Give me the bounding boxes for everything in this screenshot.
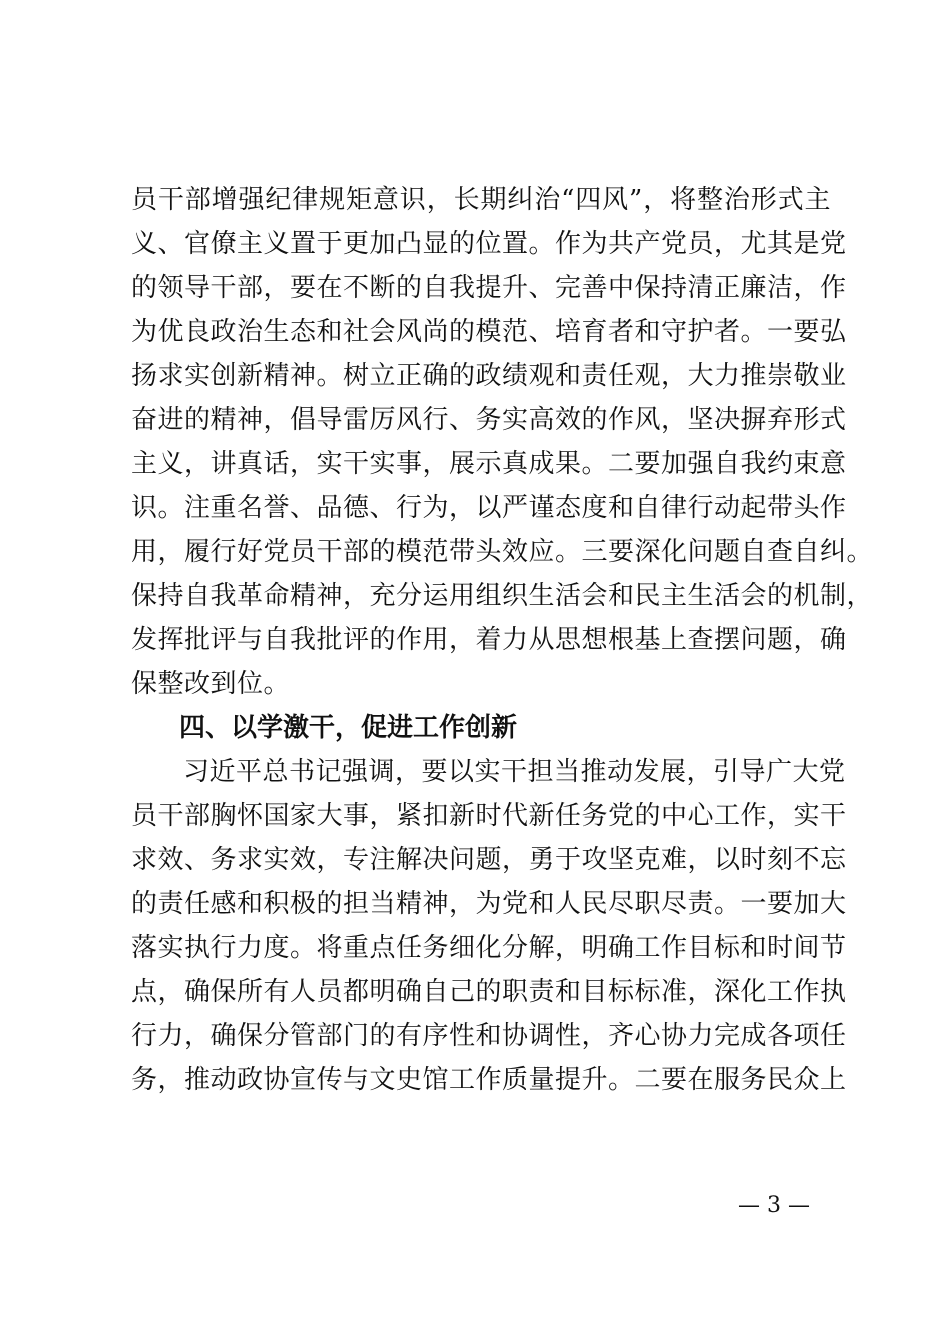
paragraph-line: 识。注重名誉、品德、行为，以严谨态度和自律行动起带头作 <box>131 493 847 523</box>
paragraph-line: 点，确保所有人员都明确自己的职责和目标标准，深化工作执 <box>131 977 847 1007</box>
paragraph-line: 奋进的精神，倡导雷厉风行、务实高效的作风，坚决摒弃形式 <box>131 405 847 435</box>
paragraph-line: 为优良政治生态和社会风尚的模范、培育者和守护者。一要弘 <box>131 317 847 347</box>
paragraph-line: 行力，确保分管部门的有序性和协调性，齐心协力完成各项任 <box>131 1021 847 1051</box>
paragraph-line: 发挥批评与自我批评的作用，着力从思想根基上查摆问题，确 <box>131 625 847 655</box>
paragraph-line: 员干部增强纪律规矩意识，长期纠治“四风”，将整治形式主 <box>131 185 831 215</box>
paragraph-line: 主义，讲真话，实干实事，展示真成果。二要加强自我约束意 <box>131 449 847 479</box>
paragraph-line: 务，推动政协宣传与文史馆工作质量提升。二要在服务民众上 <box>131 1065 847 1095</box>
paragraph-line: 扬求实创新精神。树立正确的政绩观和责任观，大力推崇敬业 <box>131 361 847 391</box>
paragraph-line: 用，履行好党员干部的模范带头效应。三要深化问题自查自纠。 <box>131 537 874 567</box>
paragraph-2 <box>131 750 847 1102</box>
paragraph-line: 的领导干部，要在不断的自我提升、完善中保持清正廉洁，作 <box>131 273 847 303</box>
paragraph-line: 落实执行力度。将重点任务细化分解，明确工作目标和时间节 <box>131 933 847 963</box>
paragraph-line: 义、官僚主义置于更加凸显的位置。作为共产党员，尤其是党 <box>131 229 847 259</box>
paragraph-line: 求效、务求实效，专注解决问题，勇于攻坚克难，以时刻不忘 <box>131 845 847 875</box>
paragraph-line: 习近平总书记强调，要以实干担当推动发展，引导广大党 <box>183 757 846 787</box>
paragraph-line: 的责任感和积极的担当精神，为党和人民尽职尽责。一要加大 <box>131 889 847 919</box>
page-number: — 3 — <box>738 1193 810 1218</box>
paragraph-line: 员干部胸怀国家大事，紧扣新时代新任务党的中心工作，实干 <box>131 801 847 831</box>
paragraph-line: 保整改到位。 <box>131 669 291 699</box>
paragraph-line: 保持自我革命精神，充分运用组织生活会和民主生活会的机制， <box>131 581 874 611</box>
section-heading: 四、以学激干，促进工作创新 <box>179 713 518 743</box>
paragraph-1 <box>131 178 874 706</box>
body-text <box>131 178 874 1102</box>
